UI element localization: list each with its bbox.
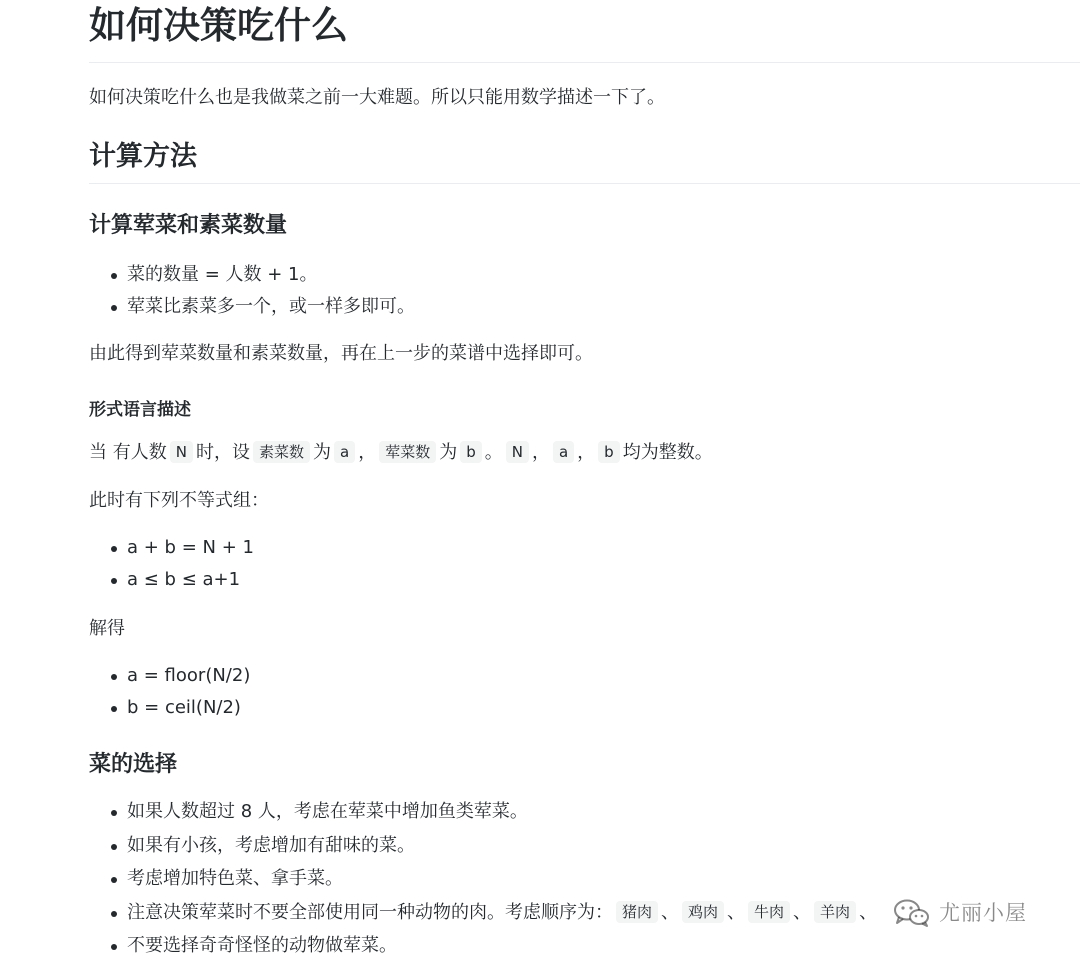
solution-label: 解得 (89, 618, 125, 639)
list-item: b = ceil(N/2) (127, 695, 241, 721)
text-run: ， (358, 442, 377, 463)
text-run: 。 (484, 442, 503, 463)
text-run: 为 (312, 442, 331, 463)
subsection-heading-formal: 形式语言描述 (89, 400, 191, 420)
count-conclusion: 由此得到荤菜数量和素菜数量，再在上一步的菜谱中选择即可。 (89, 343, 593, 364)
inline-code: 荤菜数 (379, 441, 436, 463)
list-item: 考虑增加特色菜、拿手菜。 (127, 866, 343, 892)
watermark-text: 尤丽小屋 (939, 901, 1027, 925)
text-run: ， (577, 442, 596, 463)
inline-code: 猪肉 (616, 901, 658, 923)
title-divider (89, 62, 1080, 63)
list-item: 菜的数量 = 人数 + 1。 (127, 262, 318, 288)
list-item: 荤菜比素菜多一个，或一样多即可。 (127, 294, 415, 320)
text-run: ， (531, 442, 550, 463)
text-run: 为 (439, 442, 458, 463)
list-item: 如果有小孩，考虑增加有甜味的菜。 (127, 833, 415, 859)
separator: 、 (793, 902, 812, 923)
inline-code: a (553, 441, 574, 463)
text-run: 注意决策荤菜时不要全部使用同一种动物的肉。考虑顺序为： (127, 902, 613, 923)
list-item: 不要选择奇奇怪怪的动物做荤菜。 (127, 933, 397, 959)
list-item: a = floor(N/2) (127, 663, 250, 689)
inline-code: N (170, 441, 193, 463)
inline-code: 羊肉 (814, 901, 856, 923)
separator: 、 (859, 902, 878, 923)
subsection-heading-count: 计算荤菜和素菜数量 (89, 213, 288, 238)
list-item-meat-order (127, 900, 877, 926)
list-item: a ≤ b ≤ a+1 (127, 567, 240, 593)
list-item: 如果人数超过 8 人，考虑在荤菜中增加鱼类荤菜。 (127, 799, 528, 825)
formal-definition-line (89, 440, 713, 466)
inline-code: a (334, 441, 355, 463)
separator: 、 (727, 902, 746, 923)
section-divider (89, 183, 1080, 184)
text-run: 当 有人数 (89, 442, 167, 463)
section-heading-method: 计算方法 (89, 141, 197, 172)
inequalities-intro: 此时有下列不等式组： (89, 490, 269, 511)
inline-code: 牛肉 (748, 901, 790, 923)
page-title: 如何决策吃什么 (89, 4, 348, 47)
inline-code: 素菜数 (253, 441, 310, 463)
inline-code: N (506, 441, 529, 463)
text-run: 均为整数。 (622, 442, 713, 463)
text-run: 时，设 (195, 442, 250, 463)
inline-code: 鸡肉 (682, 901, 724, 923)
section-heading-choice: 菜的选择 (89, 752, 178, 777)
watermark (893, 896, 1053, 930)
inline-code: b (460, 441, 482, 463)
wechat-icon (893, 898, 931, 928)
list-item: a + b = N + 1 (127, 535, 254, 561)
intro-paragraph: 如何决策吃什么也是我做菜之前一大难题。所以只能用数学描述一下了。 (89, 87, 665, 108)
separator: 、 (661, 902, 680, 923)
inline-code: b (598, 441, 620, 463)
